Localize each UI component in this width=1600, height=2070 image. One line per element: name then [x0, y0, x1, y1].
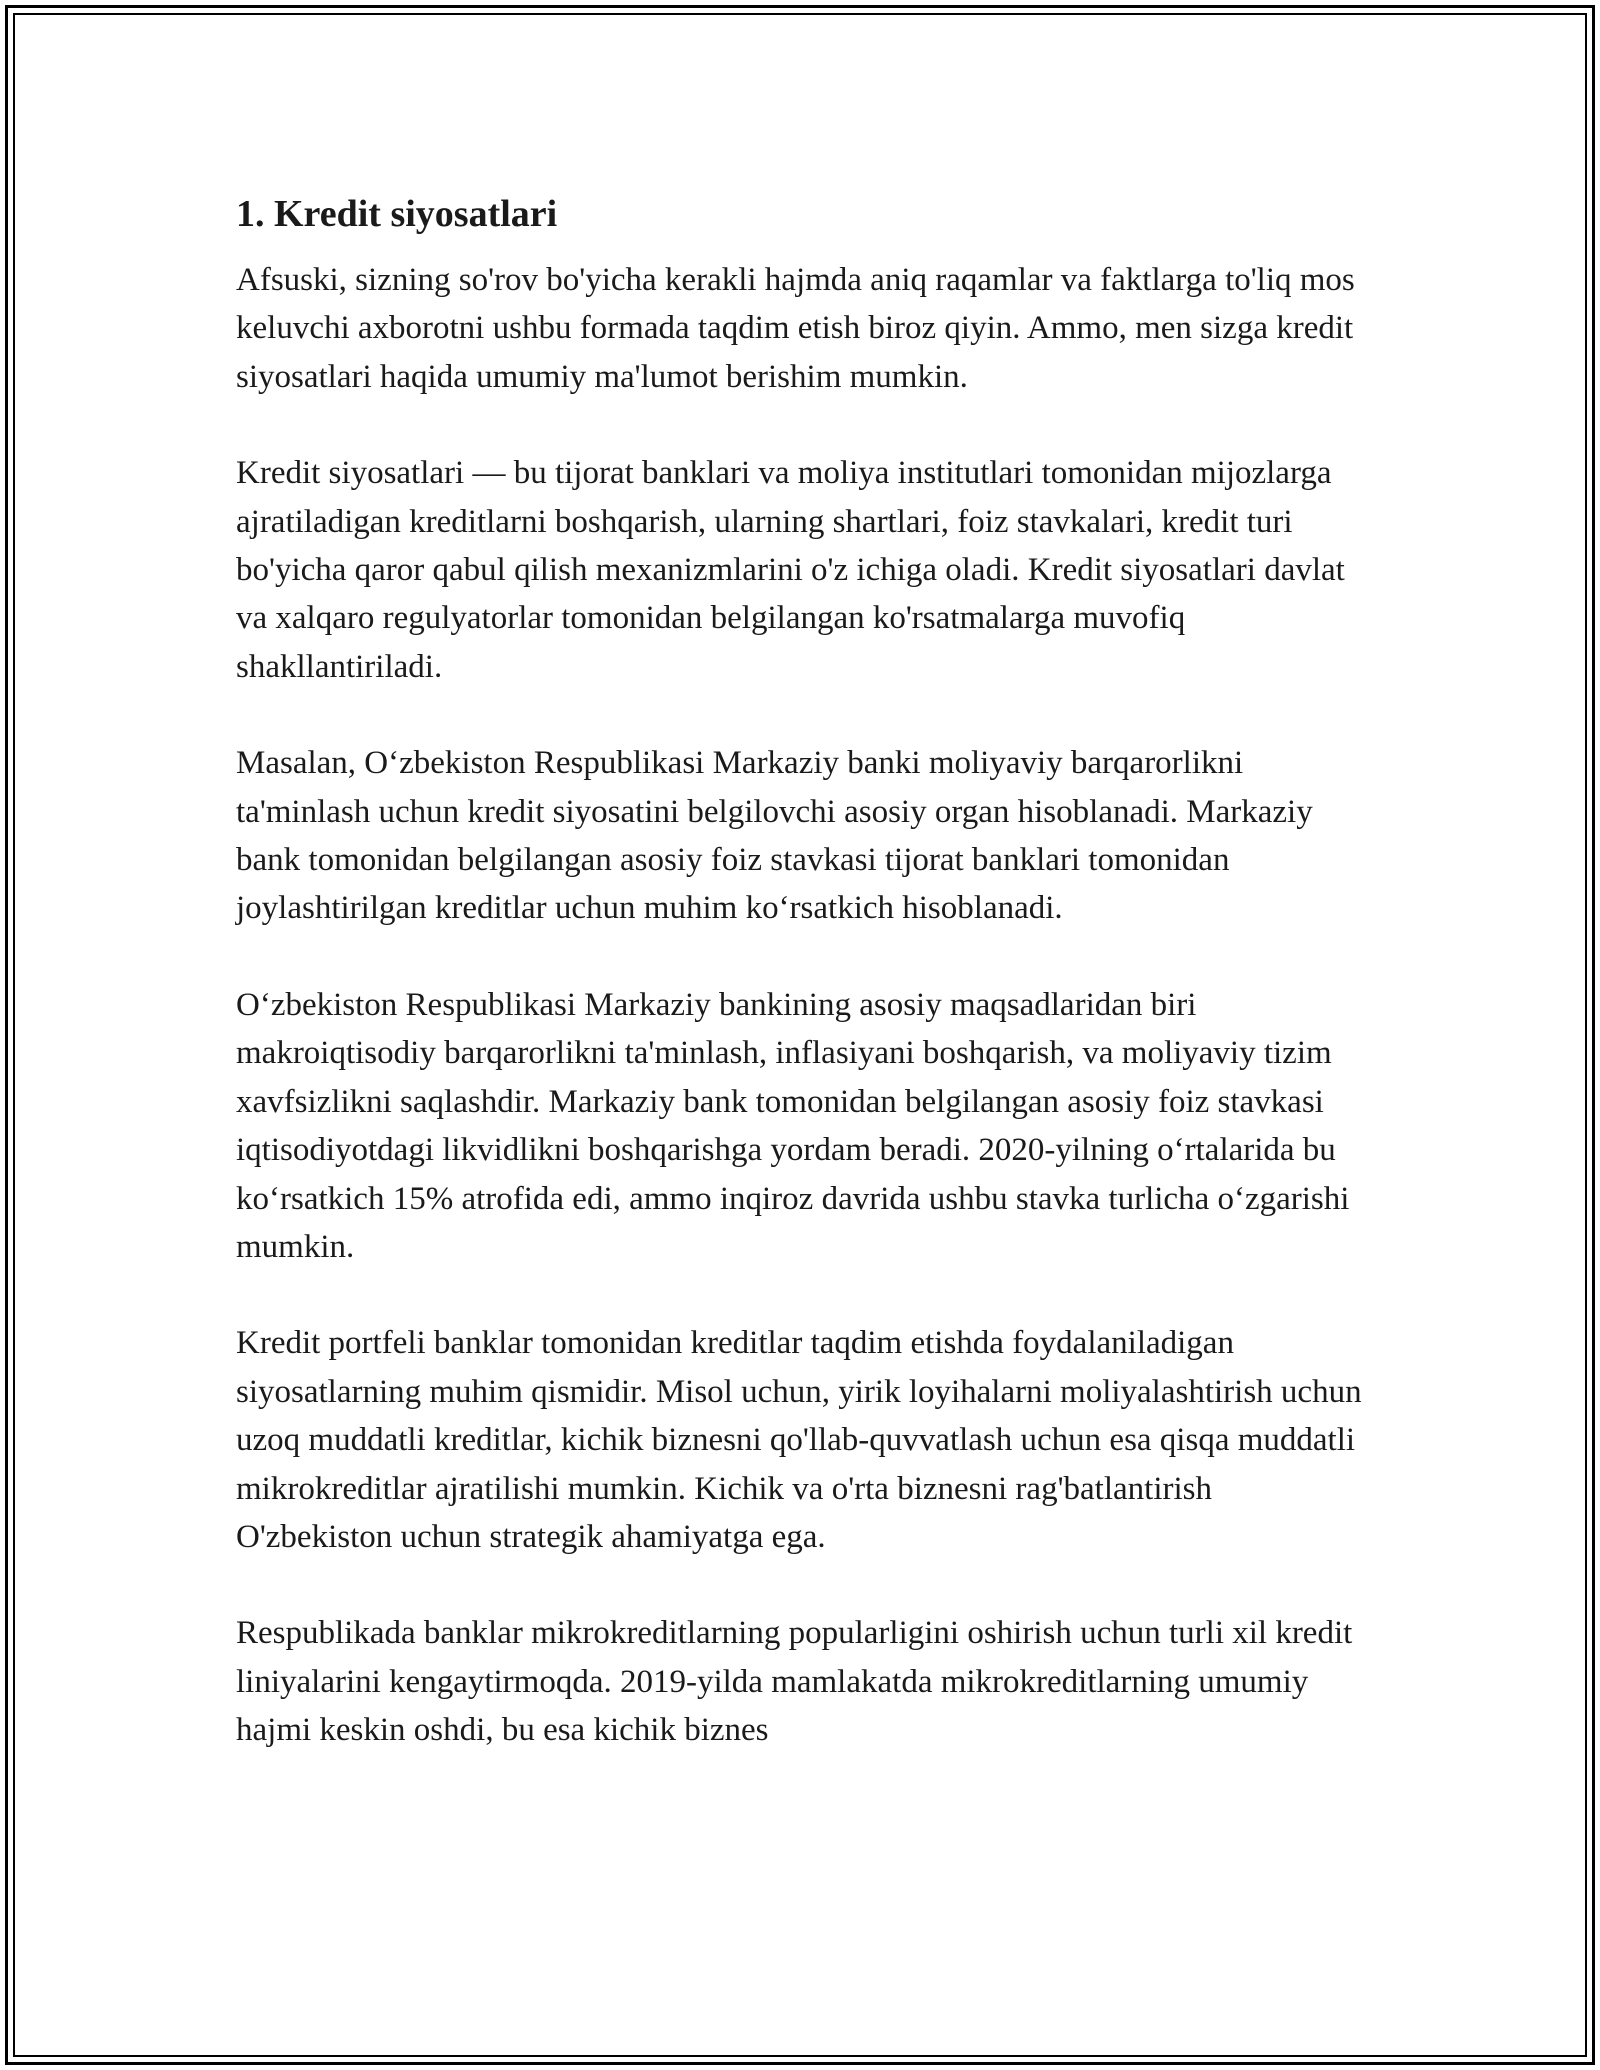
paragraph-central-bank-goals: O‘zbekiston Respublikasi Markaziy bankining asosiy maqsadlaridan biri makroiqtisodiy barqarorlikni ta'minlash, inflasiyani boshqarish, va moliyaviy tizim xavfsizlikni saqlashdir. Markaziy bank tomonidan belgilangan asosiy foiz stavkasi iqtisodiyotdagi likvidlikni boshqarishga yordam beradi. 2020-yilning o‘rtalarida bu ko‘rsatkich 15% atrofida edi, ammo inqiroz davrida ushbu stavka turlicha o‘zgarishi mumkin. [236, 986, 1350, 1265]
document-body [236, 180, 1366, 1803]
paragraph-microcredits: Respublikada banklar mikrokreditlarning popularligini oshirish uchun turli xil kredit liniyalarini kengaytirmoqda. 2019-yilda mamlakatda mikrokreditlarning umumiy hajmi keskin oshdi, bu esa kichik biznes [236, 1615, 1353, 1749]
section-heading: 1. Kredit siyosatlari [236, 193, 558, 235]
paragraph-intro: Afsuski, sizning so'rov bo'yicha kerakli hajmda aniq raqamlar va faktlarga to'liq mos keluvchi axborotni ushbu formada taqdim etish biroz qiyin. Ammo, men sizga kredit siyosatlari haqida umumiy ma'lumot berishim mumkin. [236, 262, 1355, 395]
paragraph-definition: Kredit siyosatlari — bu tijorat banklari va moliya institutlari tomonidan mijozlarga ajratiladigan kreditlarni boshqarish, ularning shartlari, foiz stavkalari, kredit turi bo'yicha qaror qabul qilish mexanizmlarini o'z ichiga oladi. Kredit siyosatlari davlat va xalqaro regulyatorlar tomonidan belgilangan ko'rsatmalarga muvofiq shakllantiriladi. [236, 455, 1345, 685]
paragraph-central-bank: Masalan, O‘zbekiston Respublikasi Markaziy banki moliyaviy barqarorlikni ta'minlash uchun kredit siyosatini belgilovchi asosiy organ hisoblanadi. Markaziy bank tomonidan belgilangan asosiy foiz stavkasi tijorat banklari tomonidan joylashtirilgan kreditlar uchun muhim ko‘rsatkich hisoblanadi. [236, 745, 1313, 927]
paragraph-credit-portfolio: Kredit portfeli banklar tomonidan kreditlar taqdim etishda foydalaniladigan siyosatlarning muhim qismidir. Misol uchun, yirik loyihalarni moliyalashtirish uchun uzoq muddatli kreditlar, kichik biznesni qo'llab-quvvatlash uchun esa qisqa muddatli mikrokreditlar ajratilishi mumkin. Kichik va o'rta biznesni rag'batlantirish O'zbekiston uchun strategik ahamiyatga ega. [236, 1325, 1362, 1555]
